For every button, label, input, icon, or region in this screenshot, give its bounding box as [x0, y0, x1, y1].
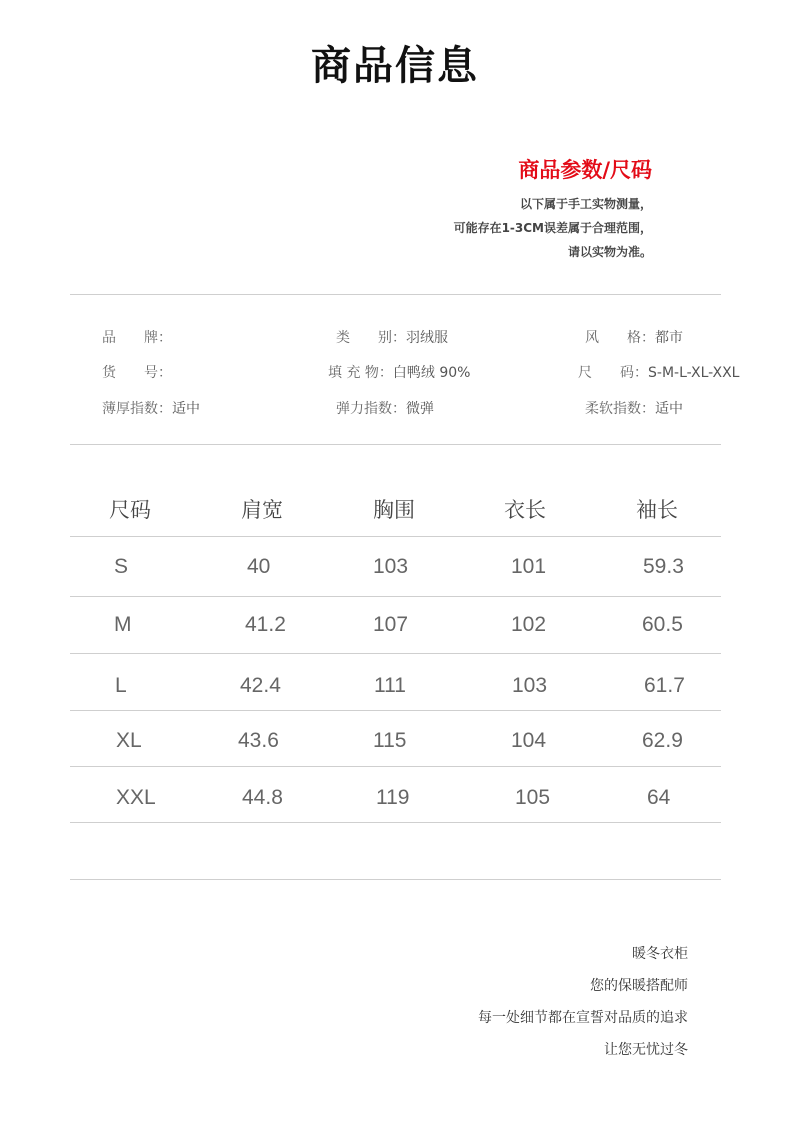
- cell-sleeve: 62.9: [642, 729, 683, 752]
- divider-top: [70, 294, 721, 295]
- attr-size-key: 尺 码：: [578, 365, 648, 381]
- cell-sleeve: 59.3: [643, 555, 684, 578]
- cell-shoulder: 41.2: [245, 613, 286, 636]
- measurement-note-3: 请以实物为准。: [567, 245, 652, 259]
- cell-shoulder: 43.6: [238, 729, 279, 752]
- divider-attributes: [70, 444, 721, 445]
- attr-brand: [102, 327, 172, 347]
- table-header-divider: [70, 536, 721, 537]
- attr-item-number: [102, 362, 172, 382]
- attr-style-value: 都市: [655, 330, 683, 346]
- table-header-chest: 胸围: [373, 498, 415, 522]
- footer-slogan-2: 您的保暖搭配师: [590, 978, 688, 994]
- footer-slogan-1: 暖冬衣柜: [632, 946, 688, 962]
- page-title: 商品信息: [311, 43, 479, 89]
- table-header-shoulder: 肩宽: [241, 498, 283, 522]
- cell-length: 102: [511, 613, 547, 636]
- attr-thickness: [102, 398, 200, 418]
- cell-chest: 111: [374, 674, 406, 697]
- cell-length: 101: [511, 555, 547, 578]
- cell-length: 103: [512, 674, 548, 697]
- table-header-sleeve: 袖长: [636, 498, 678, 522]
- attr-elasticity-value: 微弹: [406, 401, 434, 417]
- cell-chest: 115: [373, 729, 407, 752]
- cell-sleeve: 61.7: [644, 674, 685, 697]
- cell-size: M: [114, 613, 132, 636]
- cell-chest: 103: [373, 555, 409, 578]
- cell-size: XXL: [116, 786, 156, 809]
- attr-filling: [328, 362, 470, 382]
- attr-style: [585, 327, 683, 347]
- cell-size: S: [114, 555, 129, 578]
- attr-category-value: 羽绒服: [406, 330, 448, 346]
- attr-category: [336, 327, 448, 347]
- cell-sleeve: 60.5: [642, 613, 683, 636]
- row-divider: [70, 822, 721, 823]
- params-heading: 商品参数/尺码: [518, 158, 652, 182]
- attr-filling-key: 填 充 物：: [328, 365, 393, 381]
- row-divider: [70, 596, 721, 597]
- table-header-length: 衣长: [504, 498, 546, 522]
- attr-style-key: 风 格：: [585, 330, 655, 346]
- cell-sleeve: 64: [647, 786, 671, 809]
- attr-thickness-value: 适中: [172, 401, 200, 417]
- cell-shoulder: 40: [247, 555, 271, 578]
- measurement-note-2: 可能存在1-3CM误差属于合理范围，: [453, 221, 652, 235]
- attr-item-number-key: 货 号：: [102, 365, 172, 381]
- attr-softness-value: 适中: [655, 401, 683, 417]
- attr-size: [578, 362, 739, 382]
- cell-length: 104: [511, 729, 547, 752]
- attr-softness: [585, 398, 683, 418]
- table-header-size: 尺码: [109, 498, 151, 522]
- cell-size: XL: [116, 729, 142, 752]
- cell-length: 105: [515, 786, 551, 809]
- row-divider: [70, 653, 721, 654]
- attr-thickness-key: 薄厚指数：: [102, 401, 172, 417]
- attr-filling-value: 白鸭绒 90%: [392, 365, 471, 381]
- attr-elasticity: [336, 398, 434, 418]
- cell-shoulder: 42.4: [240, 674, 281, 697]
- cell-chest: 107: [373, 613, 409, 636]
- cell-size: L: [115, 674, 127, 697]
- row-divider: [70, 710, 721, 711]
- measurement-note-1: 以下属于手工实物测量，: [519, 197, 652, 211]
- attr-softness-key: 柔软指数：: [585, 401, 655, 417]
- cell-shoulder: 44.8: [242, 786, 283, 809]
- footer-slogan-4: 让您无忧过冬: [604, 1042, 688, 1058]
- footer-slogan-3: 每一处细节都在宣誓对品质的追求: [478, 1010, 688, 1026]
- divider-bottom: [70, 879, 721, 880]
- attr-brand-key: 品 牌：: [102, 330, 172, 346]
- row-divider: [70, 766, 721, 767]
- attr-category-key: 类 别：: [336, 330, 406, 346]
- cell-chest: 119: [376, 786, 410, 809]
- attr-size-value: S-M-L-XL-XXL: [648, 365, 740, 381]
- attr-elasticity-key: 弹力指数：: [336, 401, 406, 417]
